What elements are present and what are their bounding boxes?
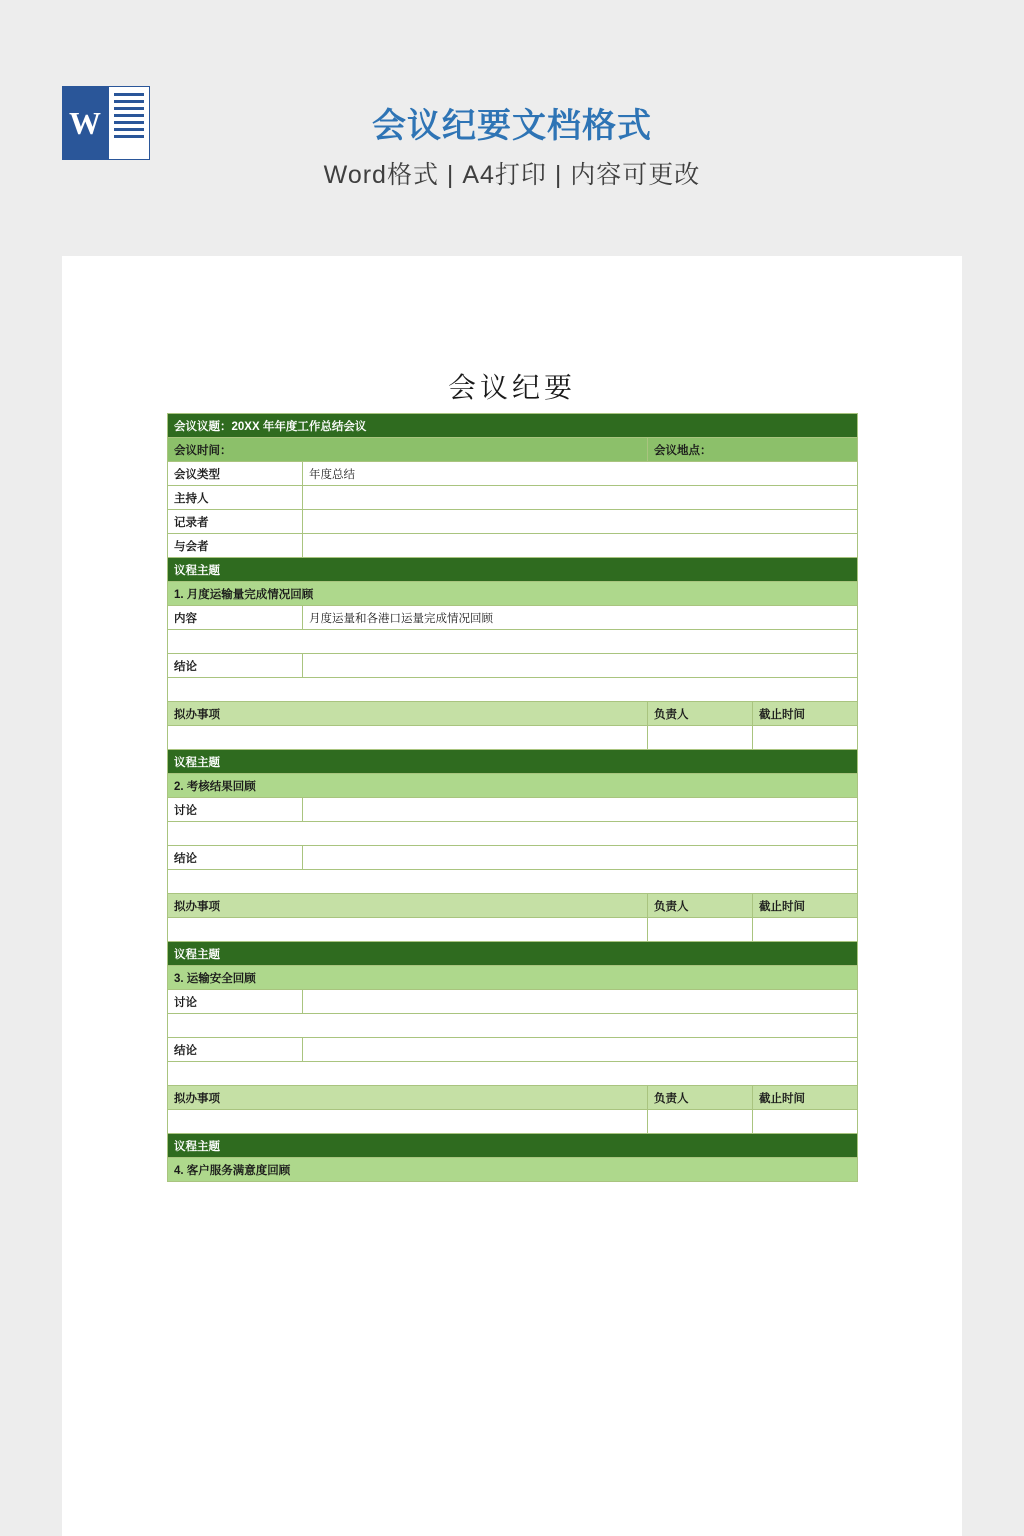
page-subtitle: Word格式 | A4打印 | 内容可更改 <box>323 161 701 189</box>
agenda-0-conclusion-label: 结论 <box>168 654 303 678</box>
agenda-0-first-label: 内容 <box>168 606 303 630</box>
table-row <box>168 1086 858 1110</box>
info-value-3[interactable] <box>303 534 858 558</box>
table-row <box>168 774 858 798</box>
table-row <box>168 798 858 822</box>
table-row <box>168 966 858 990</box>
agenda-2-deadline-header: 截止时间 <box>753 1086 858 1110</box>
table-row <box>168 462 858 486</box>
agenda-0-conclusion-value[interactable] <box>303 654 858 678</box>
table-row <box>168 414 858 438</box>
preview-header <box>0 0 1024 256</box>
document-sheet <box>62 256 962 1536</box>
table-row <box>168 822 858 846</box>
agenda-title-2: 3. 运输安全回顾 <box>168 966 858 990</box>
table-row <box>168 558 858 582</box>
table-row <box>168 726 858 750</box>
table-row <box>168 486 858 510</box>
table-row <box>168 606 858 630</box>
agenda-1-deadline-value[interactable] <box>753 918 858 942</box>
info-label-2: 记录者 <box>168 510 303 534</box>
agenda-1-task-value[interactable] <box>168 918 648 942</box>
meeting-time-label: 会议时间： <box>168 438 648 462</box>
agenda-title-0: 1. 月度运输量完成情况回顾 <box>168 582 858 606</box>
agenda-0-first-extra[interactable] <box>168 630 858 654</box>
table-row <box>168 534 858 558</box>
agenda-0-owner-header: 负责人 <box>648 702 753 726</box>
agenda-2-first-extra[interactable] <box>168 1014 858 1038</box>
table-row <box>168 582 858 606</box>
agenda-0-task-value[interactable] <box>168 726 648 750</box>
info-value-0[interactable]: 年度总结 <box>303 462 858 486</box>
table-row <box>168 1134 858 1158</box>
agenda-2-deadline-value[interactable] <box>753 1110 858 1134</box>
page-title: 会议纪要文档格式 <box>372 107 652 145</box>
agenda-1-owner-header: 负责人 <box>648 894 753 918</box>
agenda-0-deadline-value[interactable] <box>753 726 858 750</box>
agenda-1-owner-value[interactable] <box>648 918 753 942</box>
table-row <box>168 510 858 534</box>
table-row <box>168 990 858 1014</box>
agenda-1-conclusion-value[interactable] <box>303 846 858 870</box>
agenda-0-owner-value[interactable] <box>648 726 753 750</box>
agenda-2-conclusion-value[interactable] <box>303 1038 858 1062</box>
table-row <box>168 750 858 774</box>
agenda-1-first-value[interactable] <box>303 798 858 822</box>
info-value-2[interactable] <box>303 510 858 534</box>
table-row <box>168 1110 858 1134</box>
agenda-1-first-extra[interactable] <box>168 822 858 846</box>
meeting-place-label: 会议地点： <box>648 438 858 462</box>
meeting-minutes-table <box>167 413 858 1182</box>
table-row <box>168 942 858 966</box>
info-value-1[interactable] <box>303 486 858 510</box>
agenda-2-first-label: 讨论 <box>168 990 303 1014</box>
table-row <box>168 1158 858 1182</box>
document-title: 会议纪要 <box>447 373 576 404</box>
table-row <box>168 846 858 870</box>
agenda-0-deadline-header: 截止时间 <box>753 702 858 726</box>
agenda-header-3: 议程主题 <box>168 1134 858 1158</box>
table-row <box>168 918 858 942</box>
agenda-1-conclusion-extra[interactable] <box>168 870 858 894</box>
agenda-2-task-value[interactable] <box>168 1110 648 1134</box>
agenda-1-conclusion-label: 结论 <box>168 846 303 870</box>
agenda-0-conclusion-extra[interactable] <box>168 678 858 702</box>
agenda-title-3: 4. 客户服务满意度回顾 <box>168 1158 858 1182</box>
table-row <box>168 1014 858 1038</box>
table-row <box>168 438 858 462</box>
word-logo-letter: W <box>62 86 108 160</box>
agenda-2-first-value[interactable] <box>303 990 858 1014</box>
info-label-1: 主持人 <box>168 486 303 510</box>
agenda-header-0: 议程主题 <box>168 558 858 582</box>
meeting-topic-cell: 会议议题：20XX 年年度工作总结会议 <box>168 414 858 438</box>
agenda-2-conclusion-label: 结论 <box>168 1038 303 1062</box>
agenda-0-first-value[interactable]: 月度运量和各港口运量完成情况回顾 <box>303 606 858 630</box>
agenda-1-task-header: 拟办事项 <box>168 894 648 918</box>
agenda-title-1: 2. 考核结果回顾 <box>168 774 858 798</box>
table-row <box>168 1062 858 1086</box>
table-row <box>168 678 858 702</box>
info-label-3: 与会者 <box>168 534 303 558</box>
table-row <box>168 654 858 678</box>
agenda-header-1: 议程主题 <box>168 750 858 774</box>
agenda-2-owner-header: 负责人 <box>648 1086 753 1110</box>
agenda-2-conclusion-extra[interactable] <box>168 1062 858 1086</box>
table-row <box>168 894 858 918</box>
agenda-header-2: 议程主题 <box>168 942 858 966</box>
agenda-2-owner-value[interactable] <box>648 1110 753 1134</box>
table-row <box>168 870 858 894</box>
agenda-1-first-label: 讨论 <box>168 798 303 822</box>
agenda-0-task-header: 拟办事项 <box>168 702 648 726</box>
agenda-2-task-header: 拟办事项 <box>168 1086 648 1110</box>
info-label-0: 会议类型 <box>168 462 303 486</box>
table-row <box>168 630 858 654</box>
agenda-1-deadline-header: 截止时间 <box>753 894 858 918</box>
table-row <box>168 1038 858 1062</box>
table-row <box>168 702 858 726</box>
